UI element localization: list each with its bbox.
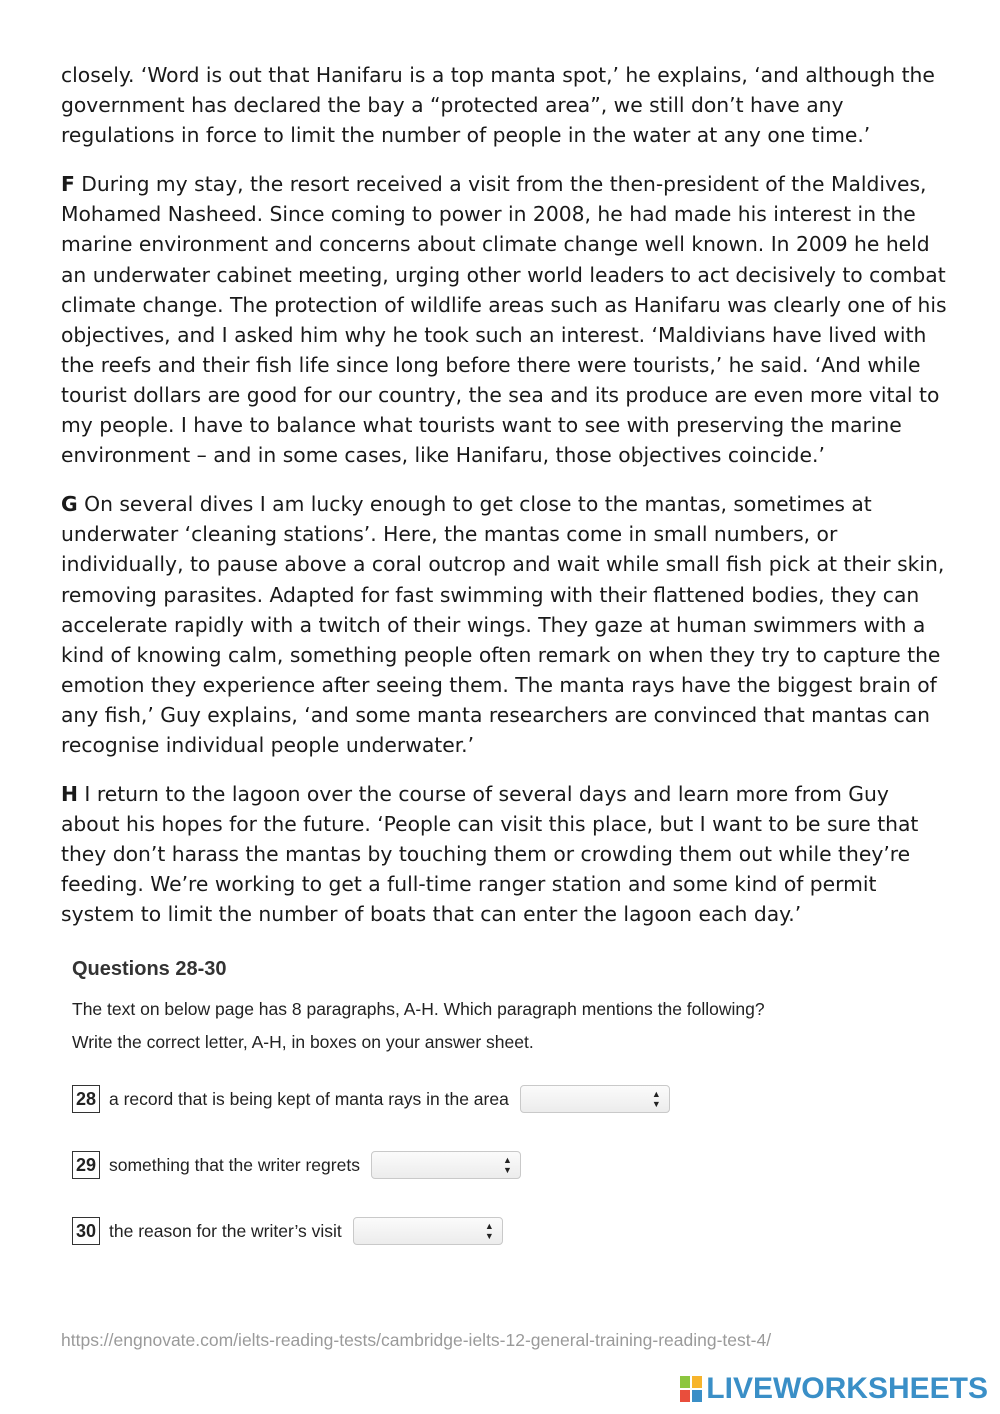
question-row-29	[72, 1149, 932, 1181]
question-text: something that the writer regrets	[109, 1154, 360, 1175]
liveworksheets-logo-icon	[680, 1376, 702, 1402]
paragraph-body: I return to the lagoon over the course of several days and learn more from Guy about his hopes for the future. ‘People can visit this place, but I want to be sure that they don’t harass the mantas by touching them or crowding them out while they’re feeding. We’re working to get a full-time ranger station and some kind of permit system to limit the number of boats that can enter the lagoon each day.’	[61, 782, 919, 927]
question-number: 28	[72, 1085, 100, 1113]
questions-section	[72, 958, 932, 1247]
questions-title: Questions 28-30	[72, 958, 227, 980]
source-url: https://engnovate.com/ielts-reading-tests/cambridge-ielts-12-general-training-reading-test-4/	[61, 1330, 772, 1350]
paragraph-g	[61, 489, 951, 760]
answer-dropdown-28[interactable]	[520, 1085, 670, 1113]
paragraph-h	[61, 779, 951, 929]
questions-instruction: The text on below page has 8 paragraphs, A-H. Which paragraph mentions the following?	[72, 999, 765, 1019]
question-text: a record that is being kept of manta rays in the area	[109, 1088, 509, 1109]
brand-footer	[680, 1372, 988, 1406]
question-number: 29	[72, 1151, 100, 1179]
paragraph-body: On several dives I am lucky enough to get close to the mantas, sometimes at underwater ‘cleaning stations’. Here, the mantas come in small numbers, or individually, to pause above a coral outcrop and wait while small fish pick at their skin, removing parasites. Adapted for fast swimming with their flattened bodies, they can accelerate rapidly with a twitch of their wings. They gaze at human swimmers with a kind of knowing calm, something people often remark on when they try to capture the emotion they experience after seeing them. The manta rays have the biggest brain of any fish,’ Guy explains, ‘and some manta researchers are convinced that mantas can recognise individual people underwater.’	[61, 492, 945, 757]
article-text	[61, 60, 951, 949]
question-text: the reason for the writer’s visit	[109, 1220, 342, 1241]
answer-dropdown-29[interactable]	[371, 1151, 521, 1179]
paragraph-body: During my stay, the resort received a visit from the then-president of the Maldives, Mohamed Nasheed. Since coming to power in 2008, he had made his interest in the marine environment and concerns about climate change well known. In 2009 he held an underwater cabinet meeting, urging other world leaders to act decisively to combat climate change. The protection of wildlife areas such as Hanifaru was clearly one of his objectives, and I asked him why he took such an interest. ‘Maldivians have lived with the reefs and their fish life since long before there were tourists,’ he said. ‘And while tourist dollars are good for our country, the sea and its produce are even more vital to my people. I have to balance what tourists want to see with preserving the marine environment – and in some cases, like Hanifaru, those objectives coincide.’	[61, 172, 947, 468]
dropdown-arrows-icon: ▲ ▼	[484, 1221, 494, 1241]
paragraph-e-tail: closely. ‘Word is out that Hanifaru is a top manta spot,’ he explains, ‘and although the government has declared the bay a “protected area”, we still don’t have any regulations in force to limit the number of people in the water at any one time.’	[61, 63, 935, 148]
paragraph-letter: F	[61, 172, 75, 197]
question-number: 30	[72, 1217, 100, 1245]
paragraph-letter: G	[61, 492, 78, 517]
brand-name: LIVEWORKSHEETS	[706, 1372, 988, 1405]
paragraph-letter: H	[61, 782, 78, 807]
question-row-28	[72, 1083, 932, 1115]
questions-instruction: Write the correct letter, A-H, in boxes on your answer sheet.	[72, 1032, 534, 1052]
dropdown-arrows-icon: ▲ ▼	[651, 1089, 661, 1109]
dropdown-arrows-icon: ▲ ▼	[503, 1155, 512, 1175]
question-row-30	[72, 1215, 932, 1247]
paragraph-f	[61, 169, 951, 470]
answer-dropdown-30[interactable]	[353, 1217, 503, 1245]
